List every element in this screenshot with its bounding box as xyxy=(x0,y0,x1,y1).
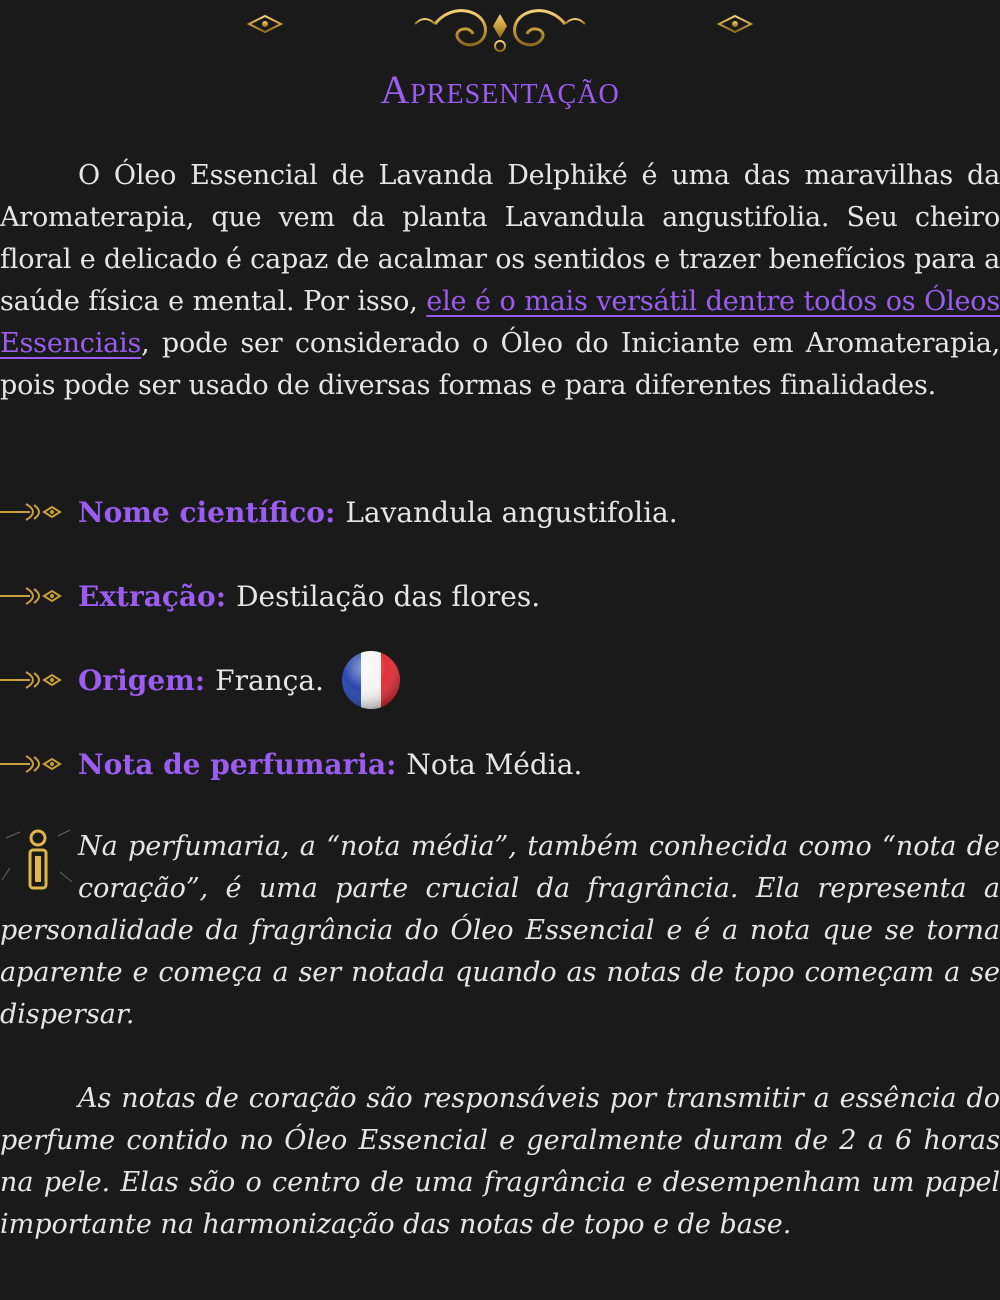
intro-link[interactable]: ele é o mais versátil dentre todos os Óleos Essenciais xyxy=(0,286,1000,359)
note-text: Na perfumaria, a “nota média”, também conhecida como “nota de coração”, é uma parte crucial da fragrância. Ela representa a personalidade da fragrância do Óleo Essencial e é a nota que se torna aparente e começa a ser notada quando as notas de topo começam a se dispersar. xyxy=(0,831,1000,1030)
intro-text-before: O Óleo Essencial de Lavanda Delphiké é uma das maravilhas da Aromaterapia, que vem da planta Lavandula angustifolia. Seu cheiro floral e delicado é capaz de acalmar os sentidos e trazer benefícios para a saúde física e mental. Por isso, xyxy=(0,160,1000,317)
fact-extraction xyxy=(0,574,1000,618)
ornamental-arrow-icon xyxy=(0,499,66,525)
note-paragraph-1 xyxy=(0,826,1000,1036)
gold-flourish-divider-icon xyxy=(245,4,755,56)
fact-label: Nome científico: xyxy=(78,495,336,529)
fact-value: França. xyxy=(215,663,324,697)
fact-value: Destilação das flores. xyxy=(236,579,541,613)
section-title: Apresentação xyxy=(380,67,620,112)
ornamental-arrow-icon xyxy=(0,667,66,693)
facts-list xyxy=(0,490,1000,826)
fact-value: Lavandula angustifolia. xyxy=(345,495,678,529)
fact-value: Nota Média. xyxy=(406,747,583,781)
fact-scientific-name xyxy=(0,490,1000,534)
fact-label: Origem: xyxy=(78,663,206,697)
fact-label: Nota de perfumaria: xyxy=(78,747,397,781)
fact-origin xyxy=(0,658,1000,702)
info-i-icon xyxy=(0,828,74,894)
ornamental-arrow-icon xyxy=(0,583,66,609)
intro-paragraph xyxy=(0,155,1000,407)
france-flag-icon xyxy=(340,649,402,711)
intro-text-after: , pode ser considerado o Óleo do Iniciante em Aromaterapia, pois pode ser usado de diversas formas e para diferentes finalidades. xyxy=(0,328,1000,401)
fact-perfume-note xyxy=(0,742,1000,786)
note-paragraph-2: As notas de coração são responsáveis por transmitir a essência do perfume contido no Óleo Essencial e geralmente duram de 2 a 6 horas na pele. Elas são o centro de uma fragrância e desempenham um papel importante na harmonização das notas de topo e de base. xyxy=(0,1083,1000,1240)
fact-label: Extração: xyxy=(78,579,227,613)
ornamental-arrow-icon xyxy=(0,751,66,777)
